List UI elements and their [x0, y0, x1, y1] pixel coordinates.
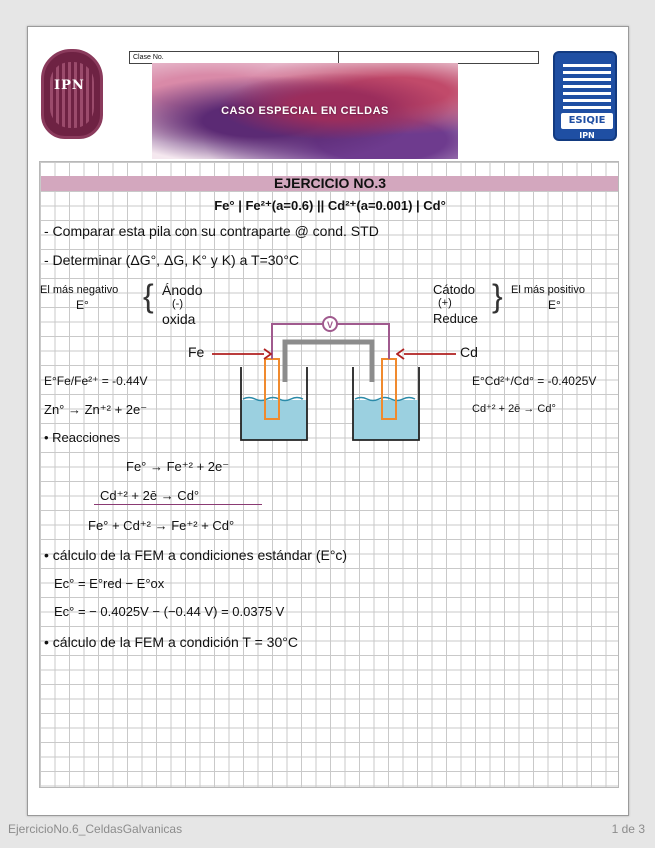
left-beaker	[241, 367, 307, 440]
reaction-reduction: Cd⁺² + 2ē → Cd°	[94, 488, 262, 505]
ipn-logo-text: IPN	[54, 78, 85, 93]
fem-equation-result: Ec° = − 0.4025V − (−0.44 V) = 0.0375 V	[54, 604, 285, 619]
cd-arrow-icon	[396, 347, 456, 361]
fem-equation-definition: Ec° = E°red − E°ox	[54, 576, 165, 591]
catodo-action: Reduce	[433, 311, 478, 326]
task-determine: - Determinar (ΔG°, ΔG, K° y K) a T=30°C	[44, 252, 300, 268]
reaction-oxidation: Fe° → Fe⁺² + 2e⁻	[126, 459, 230, 474]
e-cd-potential: E°Cd²⁺/Cd° = -0.4025V	[472, 374, 597, 388]
fem-standard-header: • cálculo de la FEM a condiciones estándar (E°c)	[44, 547, 348, 563]
footer-page-indicator: 1 de 3	[611, 822, 645, 836]
right-note-most-positive: El más positivo	[511, 284, 585, 296]
right-beaker	[353, 367, 419, 440]
fe-label: Fe	[188, 344, 205, 360]
salt-bridge	[285, 342, 372, 382]
exercise-title: EJERCICIO NO.3	[273, 175, 387, 191]
cd-label: Cd	[460, 344, 478, 360]
clase-label: Clase No.	[133, 54, 164, 61]
catodo-label: Cátodo	[433, 282, 475, 297]
esiqie-logo-subtext: IPN	[579, 131, 595, 140]
right-note-e: E°	[548, 298, 561, 312]
page-header	[28, 27, 629, 159]
document-page	[27, 26, 629, 816]
right-brace: }	[492, 278, 503, 314]
left-note-e: E°	[76, 298, 89, 312]
anodo-label: Ánodo	[162, 282, 203, 298]
ipn-logo-pattern	[50, 62, 94, 128]
esiqie-logo	[553, 51, 617, 141]
galvanic-cell-diagram	[230, 307, 460, 447]
banner-title: CASO ESPECIAL EN CELDAS	[221, 105, 389, 117]
voltmeter-label: V	[326, 320, 334, 330]
esiqie-logo-text: ESIQIE	[561, 113, 613, 129]
reaction-overall: Fe° + Cd⁺² → Fe⁺² + Cd°	[88, 518, 235, 533]
esiqie-logo-building	[563, 61, 611, 109]
anodo-action: oxida	[162, 311, 196, 327]
ipn-logo	[41, 49, 103, 139]
half-reaction-right: Cd⁺² + 2ē → Cd°	[472, 403, 556, 415]
task-compare: - Comparar esta pila con su contraparte @ cond. STD	[44, 223, 379, 239]
fem-temperature-header: • cálculo de la FEM a condición T = 30°C	[44, 634, 298, 650]
e-fe-potential: E°Fe/Fe²⁺ = -0.44V	[44, 374, 148, 388]
cell-notation: Fe° | Fe²⁺(a=0.6) || Cd²⁺(a=0.001) | Cd°	[214, 198, 446, 213]
reactions-header: • Reacciones	[44, 430, 121, 445]
grid-paper	[39, 161, 619, 788]
left-brace: {	[143, 278, 154, 314]
fe-arrow-icon	[212, 347, 272, 361]
left-note-most-negative: El más negativo	[40, 284, 119, 296]
anodo-sign: (-)	[172, 298, 183, 310]
half-reaction-left: Zn° → Zn⁺² + 2e⁻	[44, 402, 148, 417]
watercolor-banner	[152, 63, 458, 159]
catodo-sign: (+)	[438, 297, 452, 309]
footer-filename: EjercicioNo.6_CeldasGalvanicas	[8, 822, 183, 836]
